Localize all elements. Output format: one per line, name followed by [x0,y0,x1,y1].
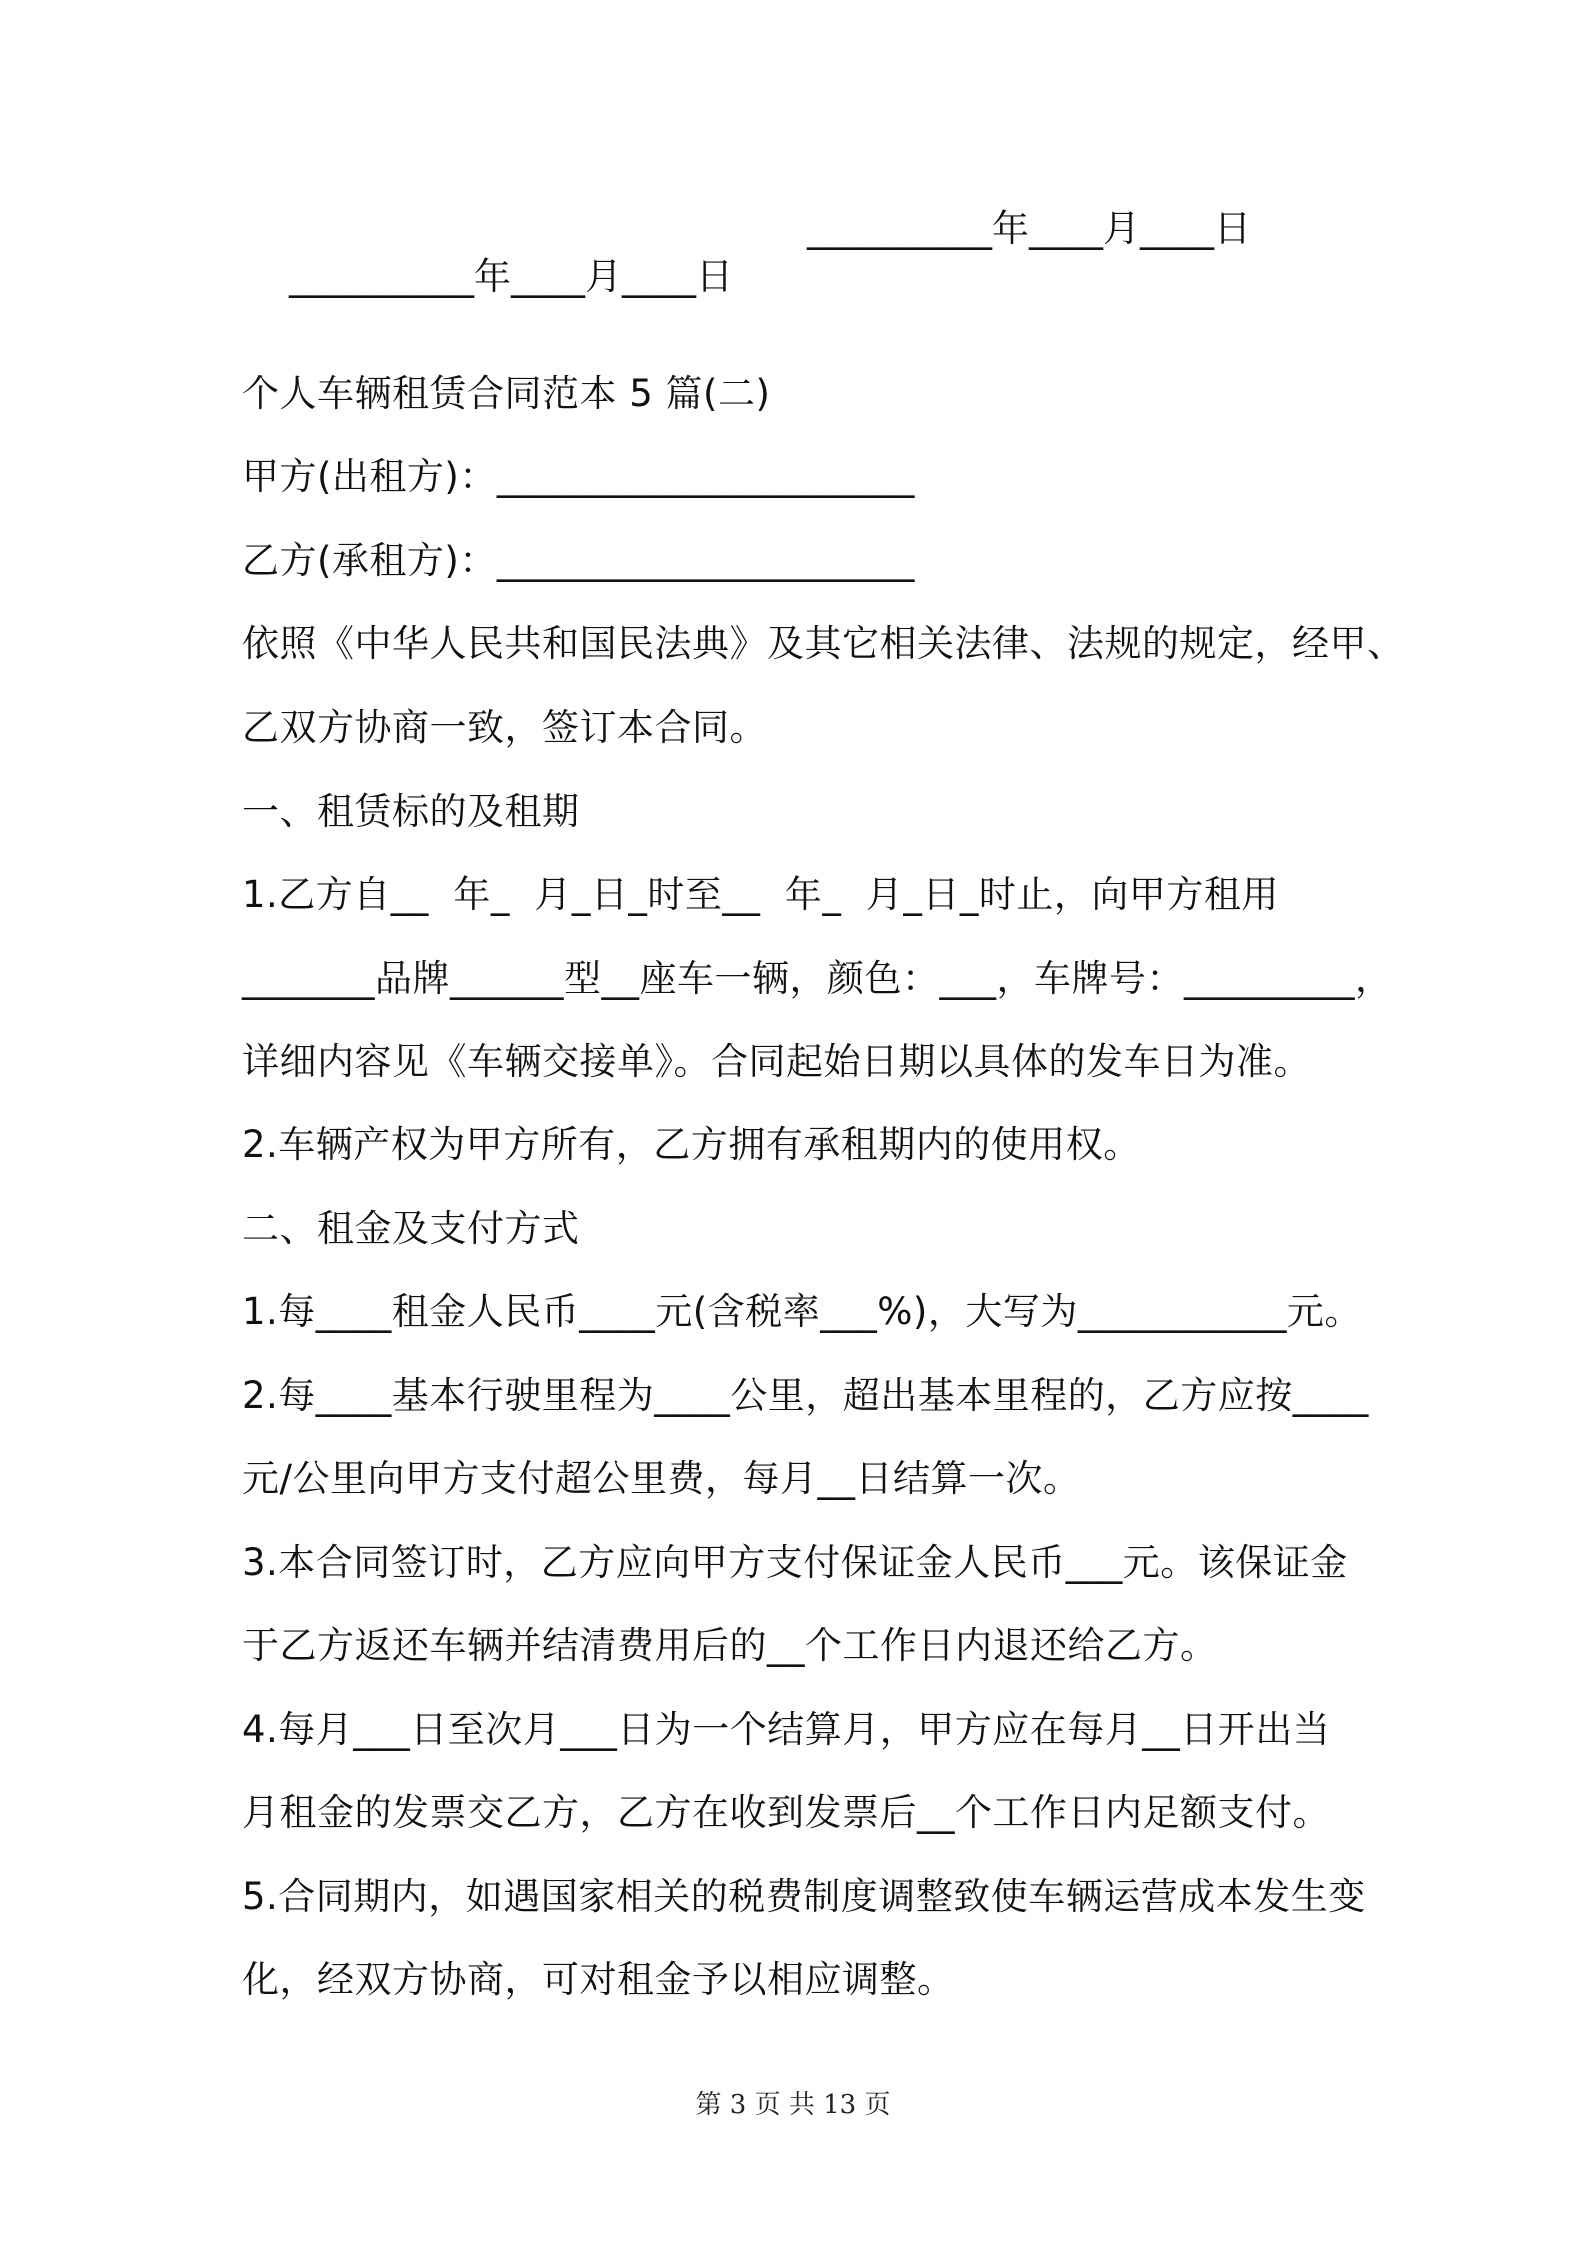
clause-1-1-line-1: 1.乙方自__ 年_ 月_日_时至__ 年_ 月_日_时止，向甲方租用 [242,873,1279,916]
clause-2-5-line-2: 化，经双方协商，可对租金予以相应调整。 [242,1958,955,2001]
preamble-line-1: 依照《中华人民共和国民法典》及其它相关法律、法规的规定，经甲、 [242,622,1405,665]
clause-2-2-line-1: 2.每____基本行驶里程为____公里，超出基本里程的，乙方应按____ [242,1374,1369,1417]
signature-date-left: __________年____月____日 [289,255,734,298]
clause-2-4-line-2: 月租金的发票交乙方，乙方在收到发票后__个工作日内足额支付。 [242,1791,1330,1834]
clause-2-4-line-1: 4.每月___日至次月___日为一个结算月，甲方应在每月__日开出当 [242,1708,1331,1751]
signature-date-row [242,205,1251,397]
heading-lease-subject: 一、租赁标的及租期 [242,790,580,833]
clause-1-1-line-2: _______品牌______型__座车一辆，颜色：___，车牌号：_________， [242,957,1393,1000]
clause-2-1: 1.每____租金人民币____元(含税率___%)，大写为___________元。 [242,1290,1362,1333]
signature-date-right: __________年____月____日 [807,207,1251,250]
clause-1-2: 2.车辆产权为甲方所有，乙方拥有承租期内的使用权。 [242,1123,1141,1166]
clause-2-2-line-2: 元/公里向甲方支付超公里费，每月__日结算一次。 [242,1457,1081,1500]
clause-2-3-line-2: 于乙方返还车辆并结清费用后的__个工作日内退还给乙方。 [242,1624,1218,1667]
clause-2-5-line-1: 5.合同期内，如遇国家相关的税费制度调整致使车辆运营成本发生变 [242,1875,1366,1918]
clause-1-1-line-3: 详细内容见《车辆交接单》。合同起始日期以具体的发车日为准。 [242,1040,1311,1083]
page-number-footer: 第 3 页 共 13 页 [695,2090,891,2120]
party-b-line: 乙方(承租方)：______________________ [242,539,915,582]
section-title: 个人车辆租赁合同范本 5 篇(二) [242,372,771,415]
clause-2-3-line-1: 3.本合同签订时，乙方应向甲方支付保证金人民币___元。该保证金 [242,1541,1348,1584]
heading-rent-payment: 二、租金及支付方式 [242,1207,580,1250]
preamble-line-2: 乙双方协商一致，签订本合同。 [242,706,767,749]
party-a-line: 甲方(出租方)：______________________ [242,455,915,498]
